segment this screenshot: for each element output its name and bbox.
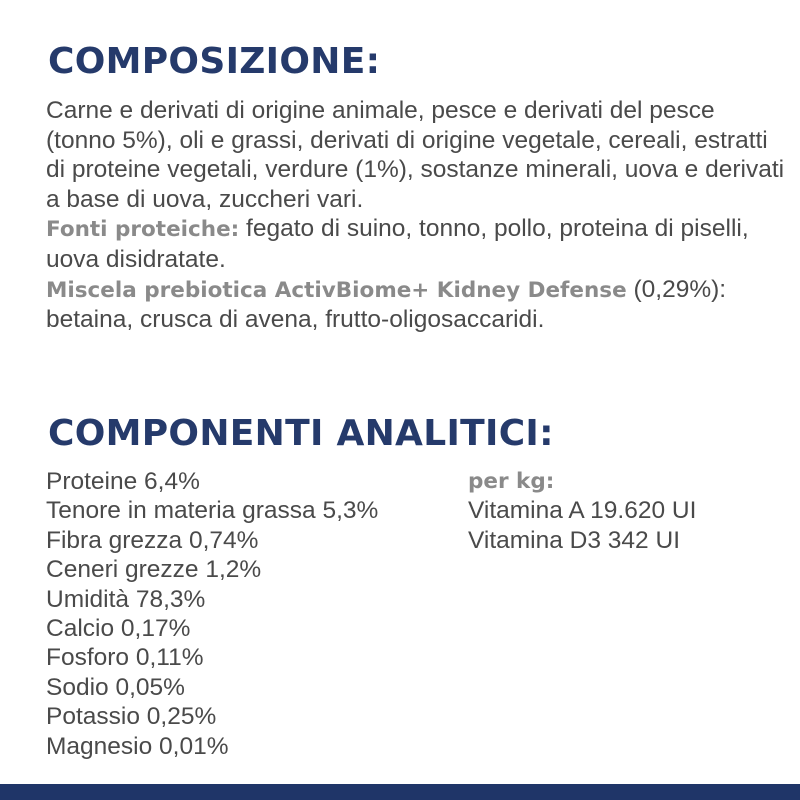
analytic-row: Potassio 0,25% (46, 703, 217, 731)
analytic-row: Calcio 0,17% (46, 615, 191, 643)
prebiotic-paragraph (46, 275, 786, 335)
analytic-row: Sodio 0,05% (46, 673, 185, 701)
protein-sources-paragraph (46, 214, 786, 274)
analytics-left-column (46, 467, 466, 761)
analytic-row: Umidità 78,3% (46, 585, 206, 613)
analytics-right-column (468, 467, 788, 555)
per-kg-header: per kg: (468, 469, 555, 494)
analytic-row: Fosforo 0,11% (46, 644, 204, 672)
protein-sources-label: Fonti proteiche: (46, 217, 240, 243)
footer-bar (0, 784, 800, 800)
prebiotic-label: Miscela prebiotica ActivBiome+ Kidney Defense (46, 277, 627, 303)
composition-heading: COMPOSIZIONE: (48, 41, 381, 82)
protein-sources-text: fegato di suino, tonno, pollo, proteina di piselli, uova disidratate. (46, 215, 749, 273)
prebiotic-text: (0,29%): betaina, crusca di avena, frutto-oligosaccaridi. (46, 275, 727, 334)
analytic-row: Proteine 6,4% (46, 468, 200, 495)
analytic-row: Fibra grezza 0,74% (46, 526, 259, 554)
vitamin-row: Vitamina D3 342 UI (468, 526, 680, 554)
analytic-row: Ceneri grezze 1,2% (46, 556, 262, 584)
ingredients-paragraph: Carne e derivati di origine animale, pesce e derivati del pesce (tonno 5%), oli e grassi, derivati di origine vegetale, cereali, estratti di proteine vegetali, verdure (1%), sostanze minerali, uova e derivati a base di uova, zuccheri vari. (46, 97, 785, 213)
analytic-row: Magnesio 0,01% (46, 732, 229, 760)
analytic-row: Tenore in materia grassa 5,3% (46, 497, 379, 525)
composition-text (46, 96, 786, 335)
analytics-heading: COMPONENTI ANALITICI: (48, 413, 554, 454)
vitamin-row: Vitamina A 19.620 UI (468, 497, 697, 525)
